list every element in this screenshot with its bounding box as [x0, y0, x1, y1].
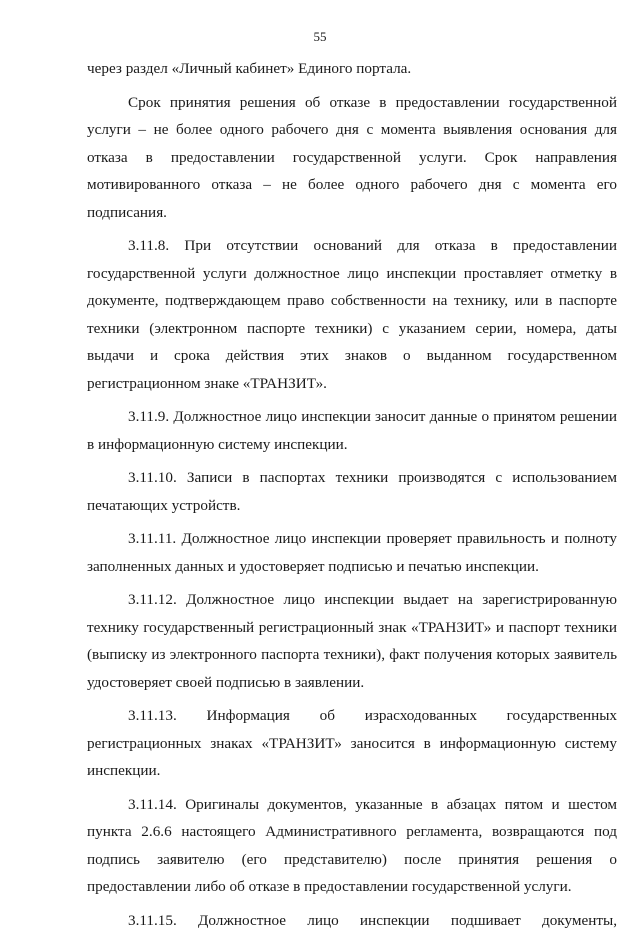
paragraph-3-11-9: 3.11.9. Должностное лицо инспекции заносит данные о принятом решении в информационную систему инспекции. [87, 408, 617, 453]
paragraph-3-11-8: 3.11.8. При отсутствии оснований для отказа в предоставлении государственной услуги должностное лицо инспекции проставляет отметку в документе, подтверждающем право собственности на технику, или в паспорте техники (электронном паспорте техники) с указанием серии, номера, даты выдачи и срока действия этих знаков о выданном государственном регистрационном знаке «ТРАНЗИТ». [87, 237, 617, 392]
document-body [87, 55, 617, 940]
paragraph-3-11-10: 3.11.10. Записи в паспортах техники производятся с использованием печатающих устройств. [87, 469, 617, 514]
paragraph-continuation: через раздел «Личный кабинет» Единого портала. [87, 60, 412, 77]
paragraph-refusal-term: Срок принятия решения об отказе в предоставлении государственной услуги – не более одного рабочего дня с момента выявления основания для отказа в предоставлении государственной услуги. Срок направления мотивированного отказа – не более одного рабочего дня с момента его подписания. [87, 93, 617, 221]
paragraph-3-11-12: 3.11.12. Должностное лицо инспекции выдает на зарегистрированную технику государственный регистрационный знак «ТРАНЗИТ» и паспорт техники (выписку из электронного паспорта техники), факт получения которых заявитель удостоверяет своей подписью в заявлении. [87, 591, 617, 691]
paragraph-3-11-15: 3.11.15. Должностное лицо инспекции подшивает документы, [128, 911, 617, 929]
paragraph-3-11-11: 3.11.11. Должностное лицо инспекции проверяет правильность и полноту заполненных данных и удостоверяет подписью и печатью инспекции. [87, 530, 617, 575]
page-number: 55 [313, 29, 327, 44]
paragraph-3-11-13: 3.11.13. Информация об израсходованных государственных регистрационных знаках «ТРАНЗИТ» заносится в информационную систему инспекции. [87, 707, 617, 779]
paragraph-3-11-14: 3.11.14. Оригиналы документов, указанные в абзацах пятом и шестом пункта 2.6.6 настоящего Административного регламента, возвращаются под подпись заявителю (его представителю) после принятия решения о предоставлении либо об отказе в предоставлении государственной услуги. [87, 795, 617, 895]
